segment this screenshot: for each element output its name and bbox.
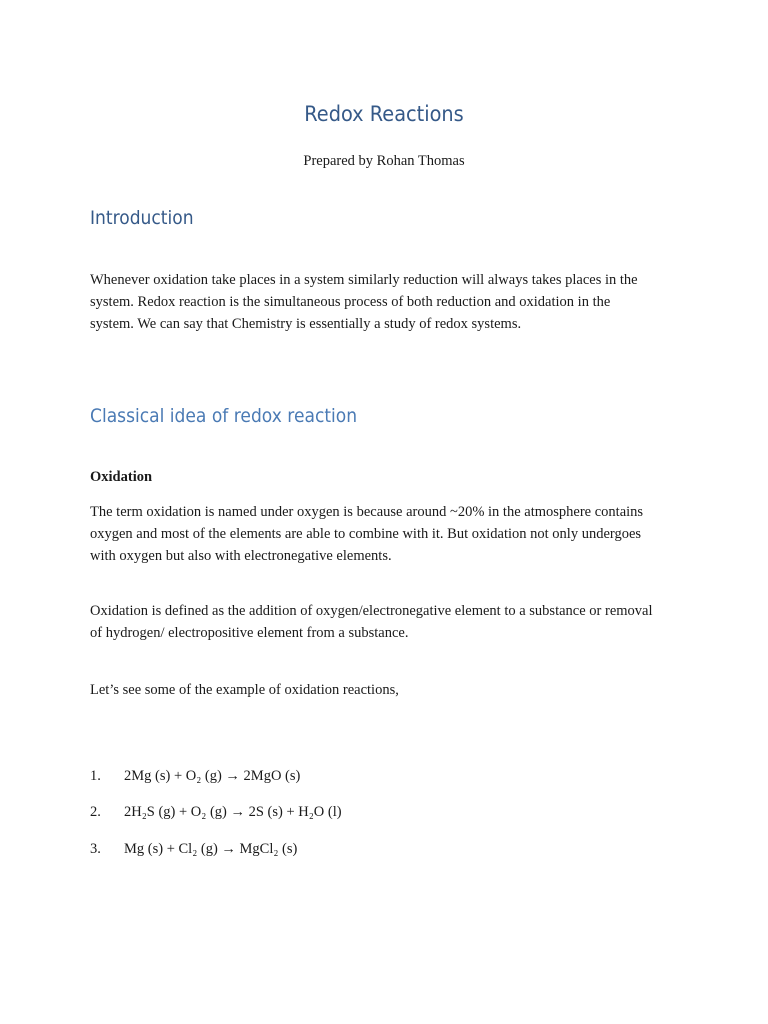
equation-item [90,768,300,785]
introduction-paragraph [90,269,690,335]
equation-text: 2H₂S (g) + O₂ (g) → 2S (s) + H₂O (l) [124,804,342,820]
equation-number: 2. [90,804,101,820]
examples-intro: Let’s see some of the example of oxidation reactions, [90,682,399,698]
document-title: Redox Reactions [304,102,464,126]
equation-number: 3. [90,841,101,857]
equation-item [90,841,297,858]
oxidation-subheading: Oxidation [90,469,153,485]
equation-item [90,804,342,821]
introduction-heading: Introduction [90,207,194,229]
paragraph-line: The term oxidation is named under oxygen is because around ~20% in the atmosphere contains [90,504,644,520]
paragraph-line: with oxygen but also with electronegative elements. [90,548,392,564]
paragraph-line: Whenever oxidation take places in a system similarly reduction will always takes places in the [90,272,638,288]
paragraph-line: Oxidation is defined as the addition of oxygen/electronegative element to a substance or removal [90,603,653,619]
classical-heading: Classical idea of redox reaction [90,405,358,427]
oxidation-paragraph-2 [90,600,690,644]
oxidation-paragraph-1 [90,501,690,567]
equation-text: 2Mg (s) + O₂ (g) → 2MgO (s) [124,768,301,784]
paragraph-line: system. Redox reaction is the simultaneous process of both reduction and oxidation in the [90,294,611,310]
equation-text: Mg (s) + Cl₂ (g) → MgCl₂ (s) [124,841,298,857]
document-author: Prepared by Rohan Thomas [303,153,465,169]
paragraph-line: system. We can say that Chemistry is essentially a study of redox systems. [90,316,522,332]
paragraph-line: of hydrogen/ electropositive element from a substance. [90,625,409,641]
equation-number: 1. [90,768,101,784]
paragraph-line: oxygen and most of the elements are able to combine with it. But oxidation not only undergoes [90,526,642,542]
